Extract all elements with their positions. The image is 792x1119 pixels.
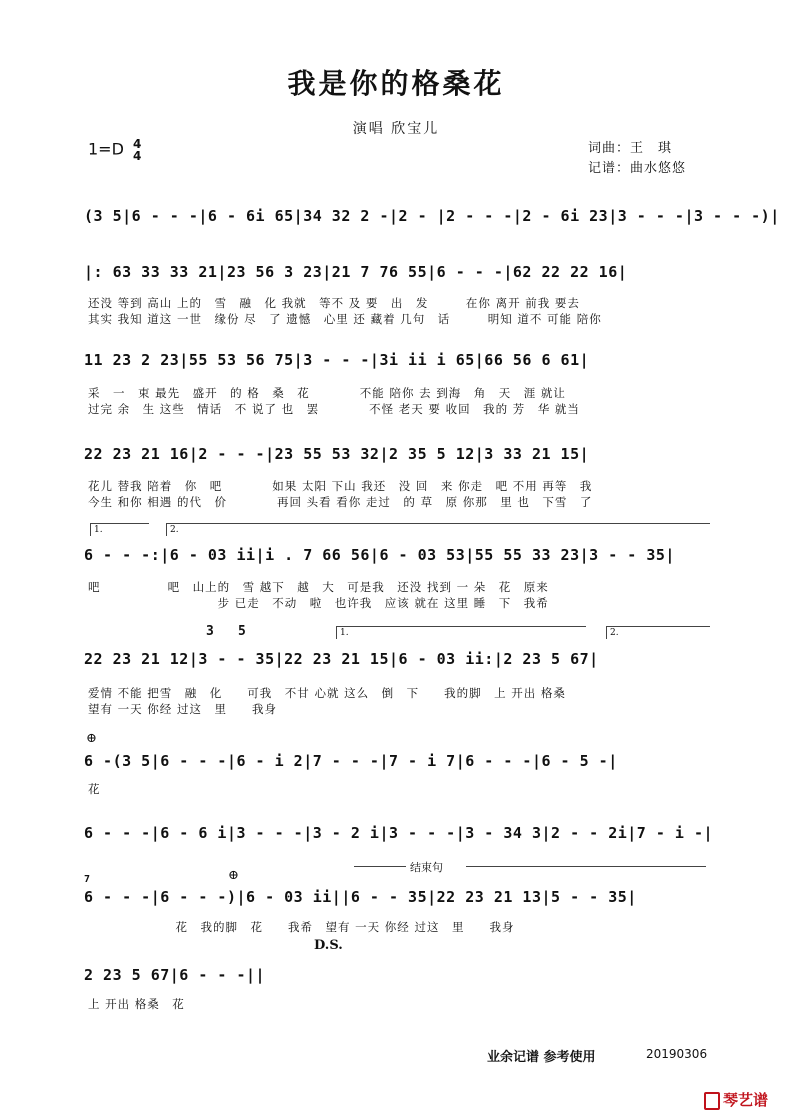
lyrics-row-5-verse-1: 爱情 不能 把雪 融 化 可我 不甘 心就 这么 倒 下 我的脚 上 开出 格桑 — [88, 686, 566, 700]
ending-2-bracket-b: 2. — [606, 626, 710, 639]
time-signature: 4 4 — [133, 137, 142, 163]
coda-icon-2: ⊕ — [228, 868, 239, 883]
score-row-7: 6 - - -|6 - 6 i|3 - - -|3 - 2 i|3 - - -|3 - 34 3|2 - - 2i|7 - i -| — [84, 824, 714, 842]
finale-line-right — [466, 866, 706, 867]
lyrics-row-2-verse-1: 采 一 束 最先 盛开 的 格 桑 花 不能 陪你 去 到海 角 天 涯 就让 — [88, 386, 566, 400]
lyrics-row-3-verse-1: 花儿 替我 陪着 你 吧 如果 太阳 下山 我还 没 回 来 你走 吧 不用 再等 我 — [88, 479, 593, 493]
score-row-0: (3 5|6 - - -|6 - 6i 65|34 32 2 -|2 - |2 - - -|2 - 6i 23|3 - - -|3 - - -)| — [84, 207, 780, 225]
footer-date: 20190306 — [646, 1047, 708, 1061]
lyrics-row-4-verse-1: 吧 吧 山上的 雪 越下 越 大 可是我 还没 找到 一 朵 花 原来 — [88, 580, 549, 594]
lyrics-row-1-verse-2: 其实 我知 道这 一世 缘份 尽 了 遗憾 心里 还 藏着 几句 话 明知 道不 可能 陪你 — [88, 312, 602, 326]
score-row-5: 22 23 21 12|3 - - 35|22 23 21 15|6 - 03 ii:|2 23 5 67| — [84, 650, 599, 668]
lyrics-row-9: 上 开出 格桑 花 — [88, 997, 185, 1011]
ds-mark: D.S. — [314, 938, 343, 953]
lyricist-composer: 词曲：王 琪 — [588, 141, 673, 156]
ending-1-bracket: 1. — [90, 523, 149, 536]
lyrics-row-4-verse-2: 步 已走 不动 啦 也许我 应该 就在 这里 睡 下 我希 — [88, 596, 549, 610]
lyrics-row-2-verse-2: 过完 余 生 这些 情话 不 说了 也 罢 不怪 老天 要 收回 我的 芳 华 就当 — [88, 402, 580, 416]
score-row-2: 11 23 2 23|55 53 56 75|3 - - -|3i ii i 65|66 56 6 61| — [84, 351, 590, 369]
lyrics-row-8: 花 我的脚 花 我希 望有 一天 你经 过这 里 我身 — [88, 920, 515, 934]
chord-mark-5: 5 — [238, 624, 246, 639]
grace-note-7: 7 — [84, 874, 91, 885]
page-title: 我是你的格桑花 — [287, 67, 505, 100]
score-row-1: |: 63 33 33 21|23 56 3 23|21 7 76 55|6 - - -|62 22 22 16| — [84, 263, 628, 281]
finale-label: 结束句 — [410, 861, 443, 874]
brand-name: 琴艺谱 — [723, 1091, 769, 1109]
lyrics-row-5-verse-2: 望有 一天 你经 过这 里 我身 — [88, 702, 277, 716]
finale-line-left — [354, 866, 406, 867]
score-row-8: 6 - - -|6 - - -)|6 - 03 ii||6 - - 35|22 23 21 13|5 - - 35| — [84, 888, 637, 906]
brand-icon — [704, 1092, 720, 1110]
lyrics-row-3-verse-2: 今生 和你 相遇 的代 价 再回 头看 看你 走过 的 草 原 你那 里 也 下雪 了 — [88, 495, 593, 509]
singer-line: 演唱 欣宝儿 — [352, 121, 440, 137]
key-signature — [88, 138, 141, 162]
brand-logo — [704, 1089, 768, 1110]
score-row-3: 22 23 21 16|2 - - -|23 55 53 32|2 35 5 12|3 33 21 15| — [84, 445, 590, 463]
lyrics-row-6: 花 — [88, 782, 101, 796]
ending-1-bracket-b: 1. — [336, 626, 586, 639]
coda-icon: ⊕ — [86, 731, 97, 746]
footer-note: 业余记谱 参考使用 — [487, 1050, 596, 1065]
key-label: 1=D — [88, 139, 124, 159]
chord-mark-3: 3 — [206, 624, 214, 639]
ending-2-bracket: 2. — [166, 523, 710, 536]
score-row-9: 2 23 5 67|6 - - -|| — [84, 966, 266, 984]
transcriber: 记谱：曲水悠悠 — [588, 161, 687, 176]
lyrics-row-1-verse-1: 还没 等到 高山 上的 雪 融 化 我就 等不 及 要 出 发 在你 离开 前我 要去 — [88, 296, 580, 310]
score-row-4: 6 - - -:|6 - 03 ii|i . 7 66 56|6 - 03 53|55 55 33 23|3 - - 35| — [84, 546, 675, 564]
score-row-6: 6 -(3 5|6 - - -|6 - i 2|7 - - -|7 - i 7|6 - - -|6 - 5 -| — [84, 752, 618, 770]
